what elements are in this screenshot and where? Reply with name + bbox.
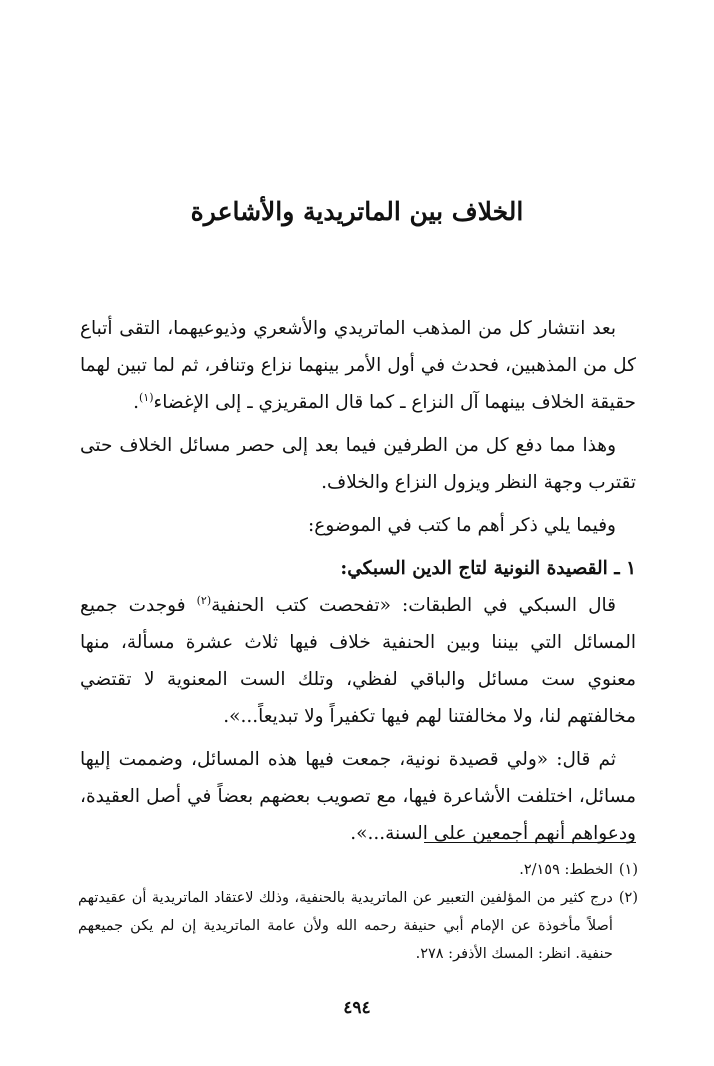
- footnote-number: (١): [618, 862, 638, 878]
- paragraph-5: ثم قال: «ولي قصيدة نونية، جمعت فيها هذه المسائل، وضممت إليها مسائل، اختلفت الأشاعرة فيها، مع تصويب بعضهم بعضاً في أصل العقيدة، ودعواهم أنهم أجمعين على السنة...».: [80, 749, 636, 844]
- section-heading-1: ١ ـ القصيدة النونية لتاج الدين السبكي:: [340, 558, 636, 579]
- footnote-2: [78, 884, 638, 968]
- chapter-title: الخلاف بين الماتريدية والأشاعرة: [190, 197, 524, 226]
- paragraph-1-end: .: [133, 392, 139, 413]
- footnote-ref-2: (٢): [196, 593, 212, 607]
- footnote-text: الخطط: ٢/١٥٩.: [519, 862, 613, 878]
- page-number: ٤٩٤: [343, 998, 371, 1018]
- footnote-text: درج كثير من المؤلفين التعبير عن الماتريدية بالحنفية، وذلك لاعتقاد الماتريدية أن عقيدتهم أصلاً مأخوذة عن الإمام أبي حنيفة رحمه الله ولأن عامة الماتريدية إن لم يكن جميعهم حنفية. انظر: المسك الأذفر: ٢٧٨.: [78, 890, 613, 962]
- footnote-ref-1: (١): [138, 390, 154, 404]
- footnotes: [78, 856, 638, 968]
- footnote-1: [78, 856, 638, 884]
- footnote-number: (٢): [618, 890, 638, 906]
- paragraph-1-text: بعد انتشار كل من المذهب الماتريدي والأشعري وذيوعيهما، التقى أتباع كل من المذهبين، فحدث في أول الأمر بينهما نزاع وتنافر، ثم لما تبين لهما حقيقة الخلاف بينهما آل النزاع ـ كما قال المقريزي ـ إلى الإغضاء: [80, 318, 636, 413]
- main-text: [80, 310, 636, 858]
- paragraph-3: وفيما يلي ذكر أهم ما كتب في الموضوع:: [308, 515, 616, 536]
- paragraph-2: وهذا مما دفع كل من الطرفين فيما بعد إلى حصر مسائل الخلاف حتى تقترب وجهة النظر ويزول النزاع والخلاف.: [80, 435, 636, 493]
- footnote-divider: [424, 842, 636, 843]
- paragraph-4: [80, 587, 636, 735]
- paragraph-4-rest: فوجدت جميع المسائل التي بيننا وبين الحنفية خلاف فيها ثلاث عشرة مسألة، منها معنوي ست مسائل والباقي لفظي، وتلك الست المعنوية لا تقتضي مخالفتهم لنا، ولا مخالفتنا لهم فيها تكفيراً ولا تبديعاً...».: [80, 595, 636, 727]
- paragraph-1: [80, 310, 636, 421]
- paragraph-4-start: قال السبكي في الطبقات: «تفحصت كتب الحنفية: [211, 595, 616, 616]
